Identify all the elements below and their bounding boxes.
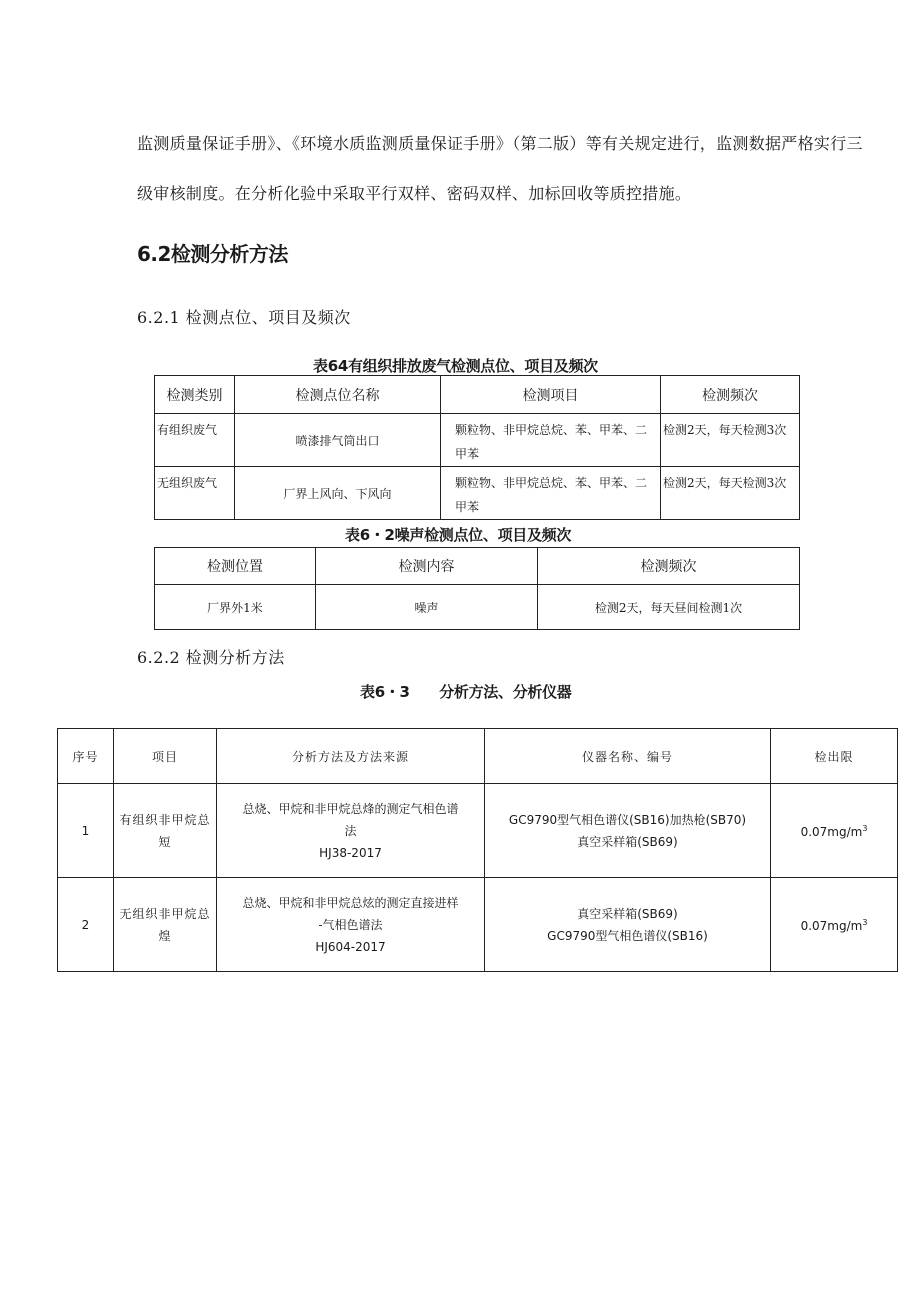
table-header-row bbox=[155, 548, 800, 585]
cell-item: 有组织非甲烷总短 bbox=[114, 784, 217, 878]
column-header: 序号 bbox=[58, 729, 114, 784]
table-header-row bbox=[155, 376, 800, 414]
method-text: -气相色谱法 bbox=[318, 917, 383, 932]
cell-method bbox=[217, 784, 485, 878]
cell-instrument bbox=[485, 878, 771, 972]
column-header: 检测内容 bbox=[316, 548, 538, 585]
cell-frequency: 检测2天，每天检测3次 bbox=[661, 467, 800, 520]
cell-items: 颗粒物、非甲烷总烷、苯、甲苯、二甲苯 bbox=[441, 467, 661, 520]
instrument-text: GC9790型气相色谱仪(SB16) bbox=[547, 928, 708, 943]
limit-value: 0.07mg/m bbox=[800, 825, 863, 839]
cell-limit bbox=[771, 784, 898, 878]
method-code: HJ604-2017 bbox=[315, 939, 386, 954]
section-title: 6.2检测分析方法 bbox=[137, 242, 288, 266]
cell-type: 有组织废气 bbox=[155, 414, 235, 467]
table-row bbox=[155, 585, 800, 630]
method-text: 法 bbox=[344, 823, 357, 838]
noise-table bbox=[154, 547, 800, 630]
cell-number: 1 bbox=[58, 784, 114, 878]
intro-line-1: 监测质量保证手册》、《环境水质监测质量保证手册》（第二版）等有关规定进行，监测数据严格实行三 bbox=[137, 134, 863, 153]
emission-table bbox=[154, 375, 800, 520]
instrument-text: 真空采样箱(SB69) bbox=[577, 834, 678, 849]
method-text: 总烧、甲烷和非甲烷总炫的测定直接进样 bbox=[242, 895, 459, 910]
cell-location: 厂界外1米 bbox=[155, 585, 316, 630]
limit-value: 0.07mg/m bbox=[800, 919, 863, 933]
column-header: 分析方法及方法来源 bbox=[217, 729, 485, 784]
table1-caption: 表64有组织排放废气检测点位、项目及频次 bbox=[313, 357, 598, 375]
column-header: 仪器名称、编号 bbox=[485, 729, 771, 784]
table-row bbox=[155, 467, 800, 520]
instrument-text: 真空采样箱(SB69) bbox=[577, 906, 678, 921]
subsection-title-2: 6.2.2 检测分析方法 bbox=[137, 648, 285, 667]
cell-frequency: 检测2天，每天检测3次 bbox=[661, 414, 800, 467]
cell-instrument bbox=[485, 784, 771, 878]
column-header: 项目 bbox=[114, 729, 217, 784]
method-code: HJ38-2017 bbox=[319, 845, 382, 860]
column-header: 检测频次 bbox=[538, 548, 800, 585]
table3-caption: 表6・3 分析方法、分析仪器 bbox=[360, 683, 572, 701]
method-table bbox=[57, 728, 898, 972]
cell-limit bbox=[771, 878, 898, 972]
column-header: 检测位置 bbox=[155, 548, 316, 585]
cell-number: 2 bbox=[58, 878, 114, 972]
cell-item: 无组织非甲烷总煌 bbox=[114, 878, 217, 972]
cell-content: 噪声 bbox=[316, 585, 538, 630]
table2-caption: 表6・2噪声检测点位、项目及频次 bbox=[345, 526, 572, 544]
subsection-title-1: 6.2.1 检测点位、项目及频次 bbox=[137, 308, 351, 327]
table-row bbox=[58, 784, 898, 878]
instrument-text: GC9790型气相色谱仪(SB16)加热枪(SB70) bbox=[508, 812, 747, 827]
cell-frequency: 检测2天，每天昼间检测1次 bbox=[538, 585, 800, 630]
cell-items: 颗粒物、非甲烷总烷、苯、甲苯、二甲苯 bbox=[441, 414, 661, 467]
cell-location: 喷漆排气筒出口 bbox=[235, 414, 441, 467]
method-text: 总烧、甲烷和非甲烷总烽的测定气相色谱 bbox=[242, 801, 459, 816]
table-row bbox=[58, 878, 898, 972]
limit-exponent: 3 bbox=[862, 918, 868, 927]
cell-method bbox=[217, 878, 485, 972]
column-header: 检测频次 bbox=[661, 376, 800, 414]
table-row bbox=[155, 414, 800, 467]
cell-type: 无组织废气 bbox=[155, 467, 235, 520]
column-header: 检测类别 bbox=[155, 376, 235, 414]
column-header: 检测项目 bbox=[441, 376, 661, 414]
column-header: 检测点位名称 bbox=[235, 376, 441, 414]
limit-exponent: 3 bbox=[862, 824, 868, 833]
table-header-row bbox=[58, 729, 898, 784]
intro-line-2: 级审核制度。在分析化验中采取平行双样、密码双样、加标回收等质控措施。 bbox=[137, 184, 692, 203]
column-header: 检出限 bbox=[771, 729, 898, 784]
cell-location: 厂界上风向、下风向 bbox=[235, 467, 441, 520]
